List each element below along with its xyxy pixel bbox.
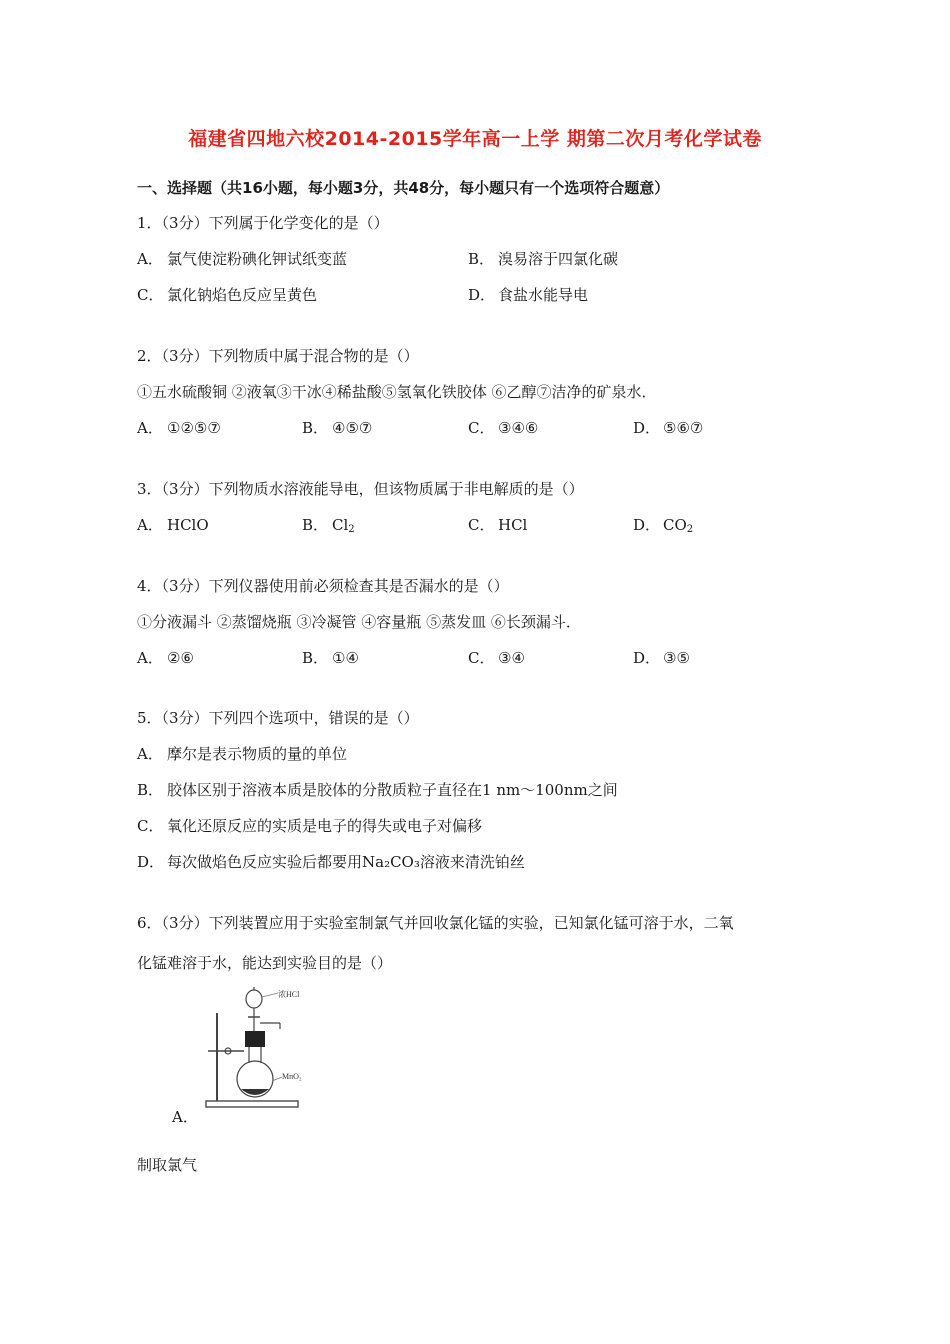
- q1-option-a: A． 氯气使淀粉碘化钾试纸变蓝: [137, 250, 348, 268]
- question-3-stem: 3．（3分）下列物质水溶液能导电，但该物质属于非电解质的是（）: [137, 480, 584, 498]
- question-4-stem: 4．（3分）下列仪器使用前必须检查其是否漏水的是（）: [137, 577, 509, 595]
- mno2-label: MnO₂: [282, 1072, 302, 1081]
- q4-option-a: A． ②⑥: [137, 649, 194, 667]
- stopper: [245, 1031, 265, 1047]
- q2-option-d: D． ⑤⑥⑦: [633, 419, 704, 437]
- chlorine-apparatus-figure: [200, 985, 320, 1111]
- question-4-items: ①分液漏斗 ②蒸馏烧瓶 ③冷凝管 ④容量瓶 ⑤蒸发皿 ⑥长颈漏斗．: [137, 613, 581, 631]
- question-6-stem-line-2: 化锰难溶于水，能达到实验目的是（）: [137, 954, 393, 972]
- question-2-stem: 2．（3分）下列物质中属于混合物的是（）: [137, 347, 419, 365]
- q4-option-d: D． ③⑤: [633, 649, 690, 667]
- q1-option-c: C． 氯化钠焰色反应呈黄色: [137, 286, 318, 304]
- q6-option-a-label: A．: [172, 1108, 198, 1126]
- question-2-items: ①五水硫酸铜 ②液氧③干冰④稀盐酸⑤氢氧化铁胶体 ⑥乙醇⑦洁净的矿泉水．: [137, 383, 657, 401]
- q4-option-c: C． ③④: [468, 649, 525, 667]
- q6-option-a-text: 制取氯气: [137, 1156, 198, 1174]
- q1-option-d: D． 食盐水能导电: [468, 286, 589, 304]
- question-5-stem: 5．（3分）下列四个选项中，错误的是（）: [137, 709, 419, 727]
- q2-option-c: C． ③④⑥: [468, 419, 539, 437]
- separatory-funnel: [246, 990, 262, 1008]
- hcl-label: 浓HCl: [278, 990, 300, 999]
- q5-option-a: A． 摩尔是表示物质的量的单位: [137, 745, 348, 763]
- section-heading: 一、选择题（共16小题，每小题3分，共48分，每小题只有一个选项符合题意）: [137, 179, 670, 197]
- q4-option-b: B． ①④: [302, 649, 359, 667]
- q5-option-b: B． 胶体区别于溶液本质是胶体的分散质粒子直径在1 nm～100nm之间: [137, 781, 618, 799]
- stand-base: [206, 1101, 298, 1107]
- q3-option-c: C． HCl: [468, 516, 528, 534]
- question-6-stem-line-1: 6．（3分）下列装置应用于实验室制氯气并回收氯化锰的实验，已知氯化锰可溶于水，二氧: [137, 914, 734, 932]
- q2-option-a: A． ①②⑤⑦: [137, 419, 221, 437]
- q5-option-c: C． 氧化还原反应的实质是电子的得失或电子对偏移: [137, 817, 483, 835]
- question-1-stem: 1．（3分）下列属于化学变化的是（）: [137, 214, 389, 232]
- exam-title: 福建省四地六校2014-2015学年高一上学 期第二次月考化学试卷: [188, 128, 762, 150]
- q3-option-b: B． $Cl_2$: [302, 516, 355, 535]
- q1-option-b: B． 溴易溶于四氯化碳: [468, 250, 619, 268]
- q2-option-b: B． ④⑤⑦: [302, 419, 373, 437]
- q3-option-d: D． $CO_2$: [633, 516, 694, 535]
- q3-option-a: A． HClO: [137, 516, 209, 534]
- q5-option-d: D． 每次做焰色反应实验后都要用Na₂CO₃溶液来清洗铂丝: [137, 853, 525, 871]
